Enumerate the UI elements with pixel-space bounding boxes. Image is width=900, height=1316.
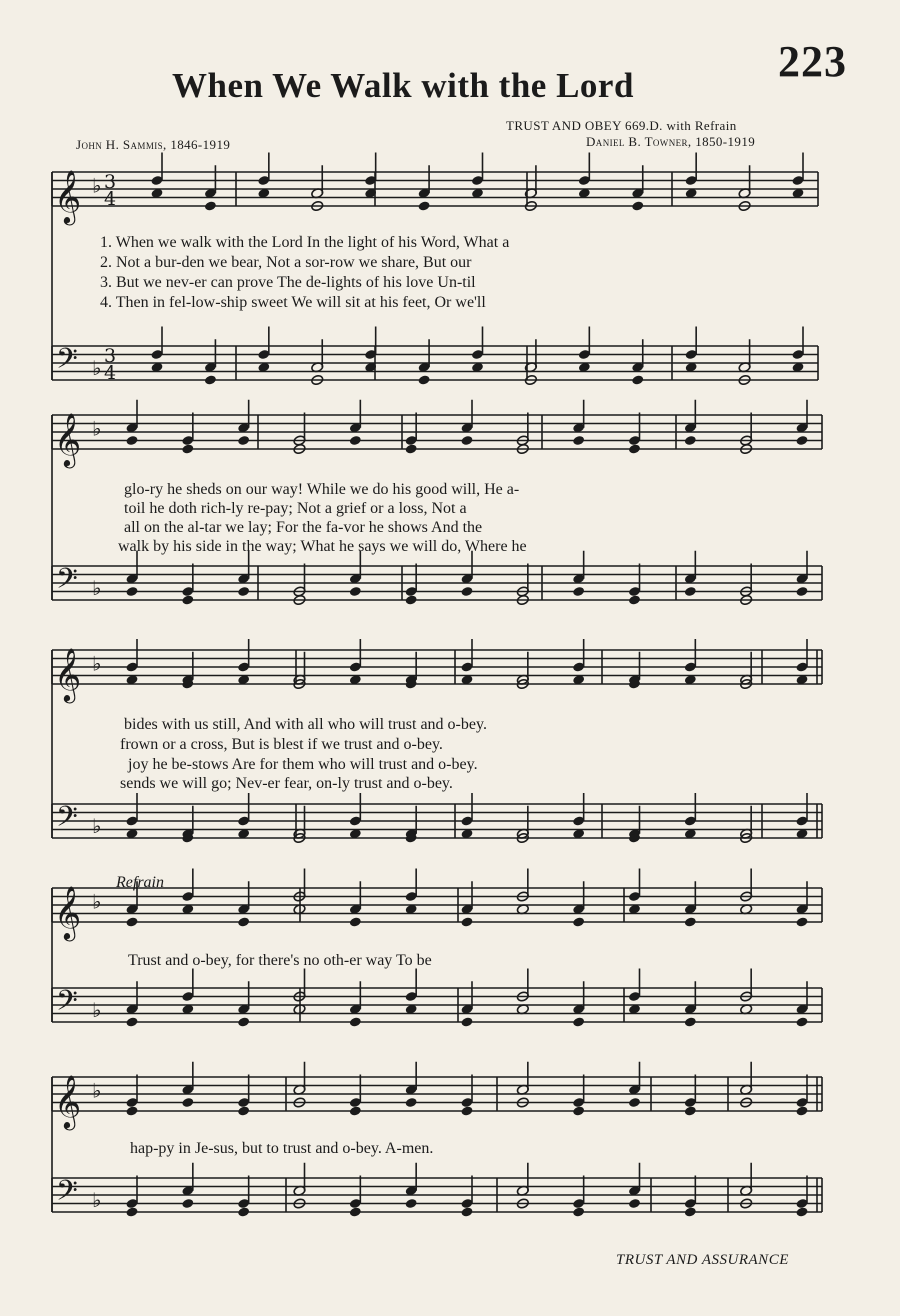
flat-sign-icon: ♭ — [92, 575, 102, 600]
flat-sign-icon: ♭ — [92, 997, 102, 1022]
bass-clef-icon: 𝄢 — [56, 1174, 78, 1215]
note-head — [181, 594, 194, 605]
note-head — [418, 374, 431, 385]
note-head — [349, 1105, 362, 1116]
treble-clef-icon: 𝄞 — [54, 412, 82, 466]
note-head — [349, 1016, 362, 1027]
time-signature-icon: 4 — [104, 362, 117, 384]
note-head — [237, 586, 250, 597]
note-head — [795, 1105, 808, 1116]
note-head — [405, 443, 418, 454]
note-head — [572, 586, 585, 597]
note-head — [125, 1016, 138, 1027]
note-head — [405, 1097, 418, 1108]
system-3-verse-4: sends we will go; Nev-er fear, on-ly trust and o-bey. — [120, 775, 453, 792]
note-head — [795, 1206, 808, 1217]
bass-clef-icon: 𝄢 — [56, 800, 78, 841]
flat-sign-icon: ♭ — [92, 416, 102, 441]
note-head — [684, 1016, 697, 1027]
hymn-title: When We Walk with the Lord — [172, 66, 634, 105]
category-label: TRUST AND ASSURANCE — [616, 1252, 789, 1268]
bass-clef-icon: 𝄢 — [56, 342, 78, 383]
note-head — [125, 435, 138, 446]
note-head — [460, 586, 473, 597]
time-signature-icon: 4 — [104, 188, 117, 210]
music-credit: Daniel B. Towner, 1850-1919 — [586, 134, 756, 149]
note-head — [125, 916, 138, 927]
hymn-number: 223 — [778, 37, 847, 86]
system-2-verse-2: toil he doth rich-ly re-pay; Not a grief or a loss, Not a — [124, 500, 467, 517]
note-head — [125, 586, 138, 597]
note-head — [405, 594, 418, 605]
note-head — [460, 435, 473, 446]
note-head — [572, 1206, 585, 1217]
note-head — [460, 1016, 473, 1027]
system-1-verse-1: 1. When we walk with the Lord In the light of his Word, What a — [100, 234, 510, 251]
note-head — [572, 435, 585, 446]
note-head — [684, 916, 697, 927]
note-head — [204, 200, 217, 211]
treble-clef-icon: 𝄞 — [54, 885, 82, 939]
flat-sign-icon: ♭ — [92, 651, 102, 676]
note-head — [628, 594, 641, 605]
note-head — [418, 200, 431, 211]
note-head — [572, 1105, 585, 1116]
flat-sign-icon: ♭ — [92, 1187, 102, 1212]
note-head — [684, 1105, 697, 1116]
note-head — [628, 443, 641, 454]
note-head — [237, 1016, 250, 1027]
system-1-verse-2: 2. Not a bur-den we bear, Not a sor-row we share, But our — [100, 254, 472, 271]
system-1-verse-4: 4. Then in fel-low-ship sweet We will sit at his feet, Or we'll — [100, 294, 486, 311]
note-head — [237, 1105, 250, 1116]
system-2-verse-1: glo-ry he sheds on our way! While we do his good will, He a- — [124, 481, 520, 498]
note-head — [405, 1198, 418, 1209]
flat-sign-icon: ♭ — [92, 889, 102, 914]
note-head — [631, 200, 644, 211]
system-2-verse-3: all on the al-tar we lay; For the fa-vor he shows And the — [124, 519, 483, 536]
note-head — [628, 1097, 641, 1108]
note-head — [460, 1206, 473, 1217]
note-head — [684, 1206, 697, 1217]
note-head — [237, 435, 250, 446]
time-signature-icon: 3 — [104, 345, 117, 367]
note-head — [349, 586, 362, 597]
note-head — [631, 374, 644, 385]
note-head — [181, 1097, 194, 1108]
refrain-label: Refrain — [116, 874, 164, 891]
note-head — [795, 1016, 808, 1027]
flat-sign-icon: ♭ — [92, 813, 102, 838]
flat-sign-icon: ♭ — [92, 1078, 102, 1103]
system-3-verse-1: bides with us still, And with all who will trust and o-bey. — [124, 716, 487, 733]
bass-clef-icon: 𝄢 — [56, 984, 78, 1025]
treble-clef-icon: 𝄞 — [54, 1074, 82, 1128]
system-2-verse-4: walk by his side in the way; What he says we will do, Where he — [118, 538, 527, 555]
note-head — [628, 1198, 641, 1209]
tune-name: TRUST AND OBEY 669.D. with Refrain — [506, 118, 737, 133]
note-head — [684, 586, 697, 597]
note-head — [684, 435, 697, 446]
flat-sign-icon: ♭ — [92, 355, 102, 380]
system-4-verse-1: Trust and o-bey, for there's no oth-er way To be — [128, 952, 432, 969]
treble-clef-icon: 𝄞 — [54, 647, 82, 701]
note-head — [349, 435, 362, 446]
system-1-verse-3: 3. But we nev-er can prove The de-lights of his love Un-til — [100, 274, 476, 291]
system-5-verse-1: hap-py in Je-sus, but to trust and o-bey. A-men. — [130, 1140, 434, 1157]
note-head — [237, 1206, 250, 1217]
bass-clef-icon: 𝄢 — [56, 562, 78, 603]
note-head — [572, 916, 585, 927]
time-signature-icon: 3 — [104, 171, 117, 193]
treble-clef-icon: 𝄞 — [54, 169, 82, 223]
note-head — [795, 586, 808, 597]
note-head — [125, 1206, 138, 1217]
note-head — [460, 1105, 473, 1116]
note-head — [460, 916, 473, 927]
note-head — [795, 916, 808, 927]
note-head — [572, 1016, 585, 1027]
note-head — [237, 916, 250, 927]
flat-sign-icon: ♭ — [92, 173, 102, 198]
note-head — [349, 916, 362, 927]
note-head — [181, 443, 194, 454]
note-head — [349, 1206, 362, 1217]
note-head — [795, 435, 808, 446]
note-head — [204, 374, 217, 385]
note-head — [125, 1105, 138, 1116]
note-head — [181, 1198, 194, 1209]
system-3-verse-3: joy he be-stows Are for them who will trust and o-bey. — [128, 756, 478, 773]
system-3-verse-2: frown or a cross, But is blest if we trust and o-bey. — [120, 736, 443, 753]
words-credit: John H. Sammis, 1846-1919 — [76, 137, 231, 152]
